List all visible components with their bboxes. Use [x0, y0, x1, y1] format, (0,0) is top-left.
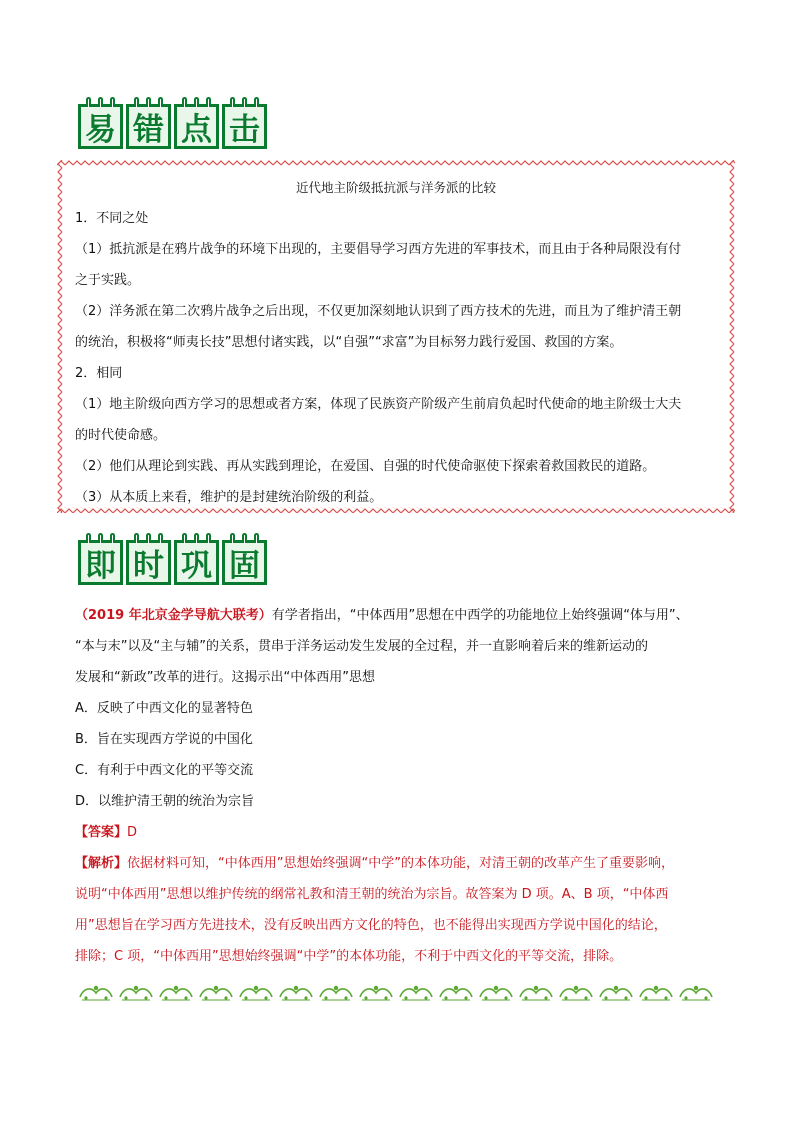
question-source: （2019 年北京金学导航大联考）	[75, 608, 272, 623]
box-line: 1．不同之处	[75, 211, 149, 226]
header-tile: 即	[78, 540, 123, 585]
analysis: 【解析】依据材料可知，“中体西用”思想始终强调“中学”的本体功能，对清王朝的改革产生了重要影响，	[75, 856, 674, 871]
box-line: （1）抵抗派是在鸦片战争的环境下出现的，主要倡导学习西方先进的军事技术，而且由于各种局限没有付	[75, 242, 682, 257]
option-c: C．有利于中西文化的平等交流	[75, 763, 254, 778]
box-line: 的时代使命感。	[75, 428, 167, 443]
question-block	[75, 600, 723, 972]
box-title: 近代地主阶级抵抗派与洋务派的比较	[295, 180, 496, 195]
box-line: （2）洋务派在第二次鸦片战争之后出现，不仅更加深刻地认识到了西方技术的先进，而且为了维护清王朝	[75, 304, 682, 319]
question-stem-line: 发展和“新政”改革的进行。这揭示出“中体西用”思想	[75, 670, 375, 685]
ornament-divider	[78, 983, 718, 1003]
header-tile: 固	[222, 540, 267, 585]
header-tile: 巩	[174, 540, 219, 585]
section-header-jishigonggu	[78, 540, 267, 585]
box-line: 2．相同	[75, 366, 123, 381]
header-tile: 击	[222, 104, 267, 149]
header-tile: 易	[78, 104, 123, 149]
option-d: D．以维护清王朝的统治为宗旨	[75, 794, 255, 809]
question-stem-line: “本与末”以及“主与辅”的关系，贯串于洋务运动发生发展的全过程，并一直影响着后来的维新运动的	[75, 639, 648, 654]
header-tile: 时	[126, 540, 171, 585]
analysis-line: 用”思想旨在学习西方先进技术，没有反映出西方文化的特色，也不能得出实现西方学说中国化的结论，	[75, 918, 667, 933]
analysis-line: 排除；C 项，“中体西用”思想始终强调“中学”的本体功能，不利于中西文化的平等交流，排除。	[75, 949, 623, 964]
box-line: （3）从本质上来看，维护的是封建统治阶级的利益。	[75, 490, 383, 505]
header-tile: 错	[126, 104, 171, 149]
answer: 【答案】D	[75, 825, 138, 840]
box-line: 的统治，积极将“师夷长技”思想付诸实践，以“自强”“求富”为目标努力践行爱国、救国的方案。	[75, 335, 623, 350]
comparison-box	[57, 160, 735, 513]
option-a: A．反映了中西文化的显著特色	[75, 701, 253, 716]
box-line: 之于实践。	[75, 273, 141, 288]
question-stem: （2019 年北京金学导航大联考）有学者指出，“中体西用”思想在中西学的功能地位上始终强调“体与用”、	[75, 608, 689, 623]
header-tile: 点	[174, 104, 219, 149]
option-b: B．旨在实现西方学说的中国化	[75, 732, 253, 747]
analysis-line: 说明“中体西用”思想以维护传统的纲常礼教和清王朝的统治为宗旨。故答案为 D 项。A、B 项，“中体西	[75, 887, 669, 902]
box-line: （1）地主阶级向西方学习的思想或者方案，体现了民族资产阶级产生前肩负起时代使命的地主阶级士大夫	[75, 397, 682, 412]
box-line: （2）他们从理论到实践、再从实践到理论，在爱国、自强的时代使命驱使下探索着救国救民的道路。	[75, 459, 656, 474]
section-header-yicuodianji	[78, 104, 267, 149]
